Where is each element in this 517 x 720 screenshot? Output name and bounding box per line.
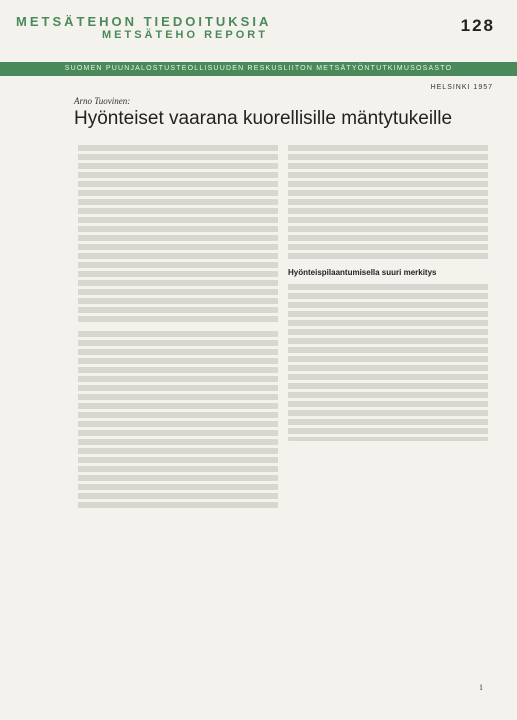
issue-number: 128 <box>460 16 495 35</box>
body-text-placeholder <box>78 142 278 322</box>
publisher-band: SUOMEN PUUNJALOSTUSTEOLLISUUDEN RESKUSLIITON METSÄTYÖNTUTKIMUSOSASTO <box>0 62 517 76</box>
author-name: Arno Tuovinen: <box>74 96 131 106</box>
section-subheading: Hyönteispilaantumisella suuri merkitys <box>288 268 437 277</box>
series-subtitle: METSÄTEHO REPORT <box>102 29 268 41</box>
article-title: Hyönteiset vaarana kuorellisille mäntytukeille <box>74 108 453 129</box>
body-text-placeholder <box>288 281 488 441</box>
body-text-placeholder <box>78 328 278 508</box>
left-column <box>78 142 278 514</box>
series-title: METSÄTEHON TIEDOITUKSIA <box>16 14 272 29</box>
body-text-placeholder <box>288 142 488 262</box>
masthead <box>16 14 501 41</box>
city-year: HELSINKI 1957 <box>430 84 493 91</box>
right-column <box>288 142 488 447</box>
page-number: 1 <box>479 683 483 692</box>
